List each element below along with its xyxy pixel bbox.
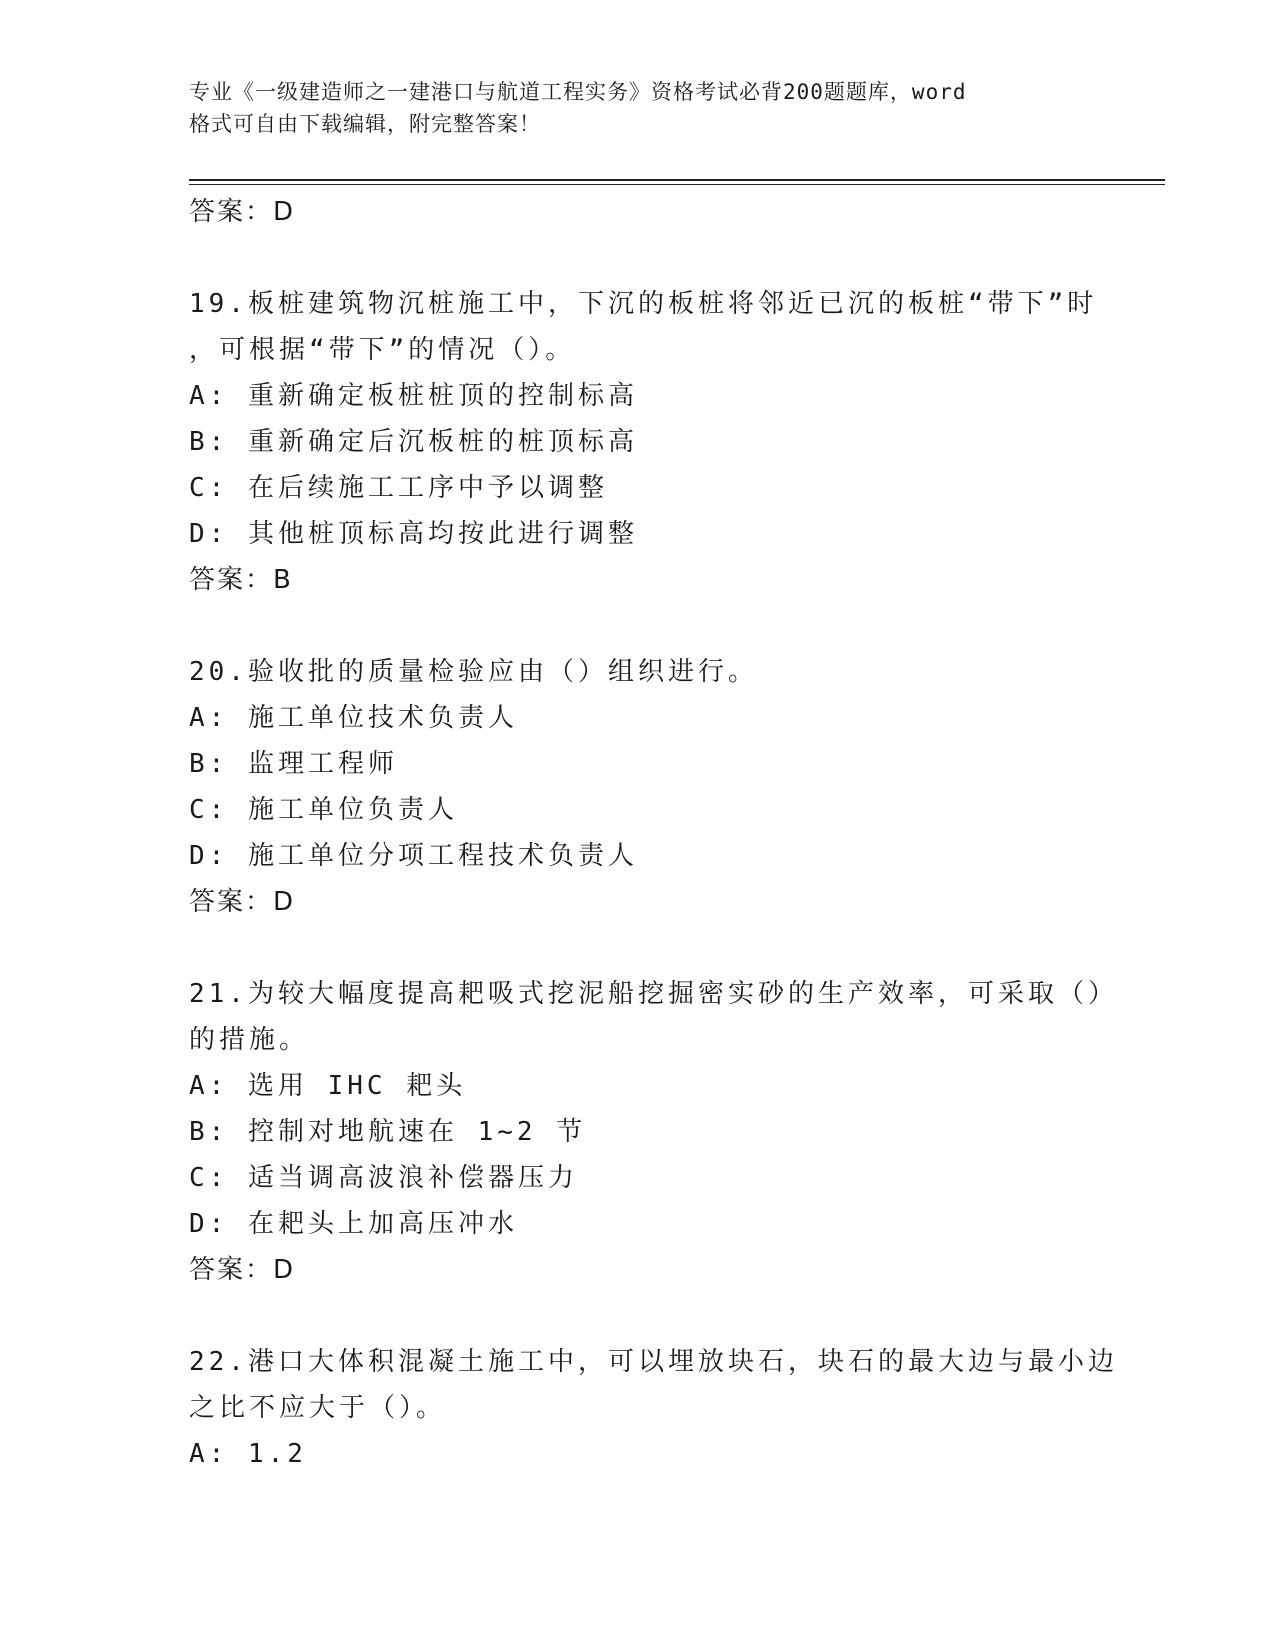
option-b: B: 重新确定后沉板桩的桩顶标高 [189,427,638,457]
answer-line: 答案：B [189,565,293,595]
spacer [189,925,1149,971]
option-a: A: 选用 IHC 耙头 [189,1071,467,1101]
answer-line: 答案：D [189,887,296,917]
option-a: A: 1.2 [189,1439,307,1469]
page-header [189,76,1089,140]
question-22 [189,1339,1149,1477]
spacer [189,1293,1149,1339]
option-c: C: 在后续施工工序中予以调整 [189,473,608,503]
option-d: D: 在耙头上加高压冲水 [189,1209,518,1239]
question-21 [189,971,1149,1293]
option-d: D: 其他桩顶标高均按此进行调整 [189,519,638,549]
question-stem: ，可根据“带下”的情况（）。 [189,335,576,365]
question-stem: 20.验收批的质量检验应由（）组织进行。 [189,657,758,687]
answer-line: 答案：D [189,1255,296,1285]
question-stem: 22.港口大体积混凝土施工中，可以埋放块石，块石的最大边与最小边 [189,1347,1118,1377]
question-stem: 的措施。 [189,1025,310,1055]
question-stem: 19.板桩建筑物沉桩施工中，下沉的板桩将邻近已沉的板桩“带下”时 [189,289,1098,319]
spacer [189,235,1149,281]
spacer [189,603,1149,649]
answer-line: 答案：D [189,197,296,227]
question-20 [189,649,1149,925]
option-b: B: 控制对地航速在 1~2 节 [189,1117,587,1147]
header-line-2: 格式可自由下载编辑，附完整答案！ [189,112,541,136]
header-rule-thin [189,184,1165,185]
header-line-1: 专业《一级建造师之一建港口与航道工程实务》资格考试必背200题题库，word [189,80,967,104]
option-c: C: 施工单位负责人 [189,795,458,825]
question-content [189,189,1149,1477]
option-c: C: 适当调高波浪补偿器压力 [189,1163,578,1193]
header-rule-thick [189,179,1165,181]
question-stem: 21.为较大幅度提高耙吸式挖泥船挖掘密实砂的生产效率，可采取（） [189,979,1118,1009]
option-a: A: 重新确定板桩桩顶的控制标高 [189,381,638,411]
option-a: A: 施工单位技术负责人 [189,703,518,733]
option-b: B: 监理工程师 [189,749,398,779]
question-19 [189,281,1149,603]
option-d: D: 施工单位分项工程技术负责人 [189,841,638,871]
question-stem: 之比不应大于（）。 [189,1393,447,1423]
